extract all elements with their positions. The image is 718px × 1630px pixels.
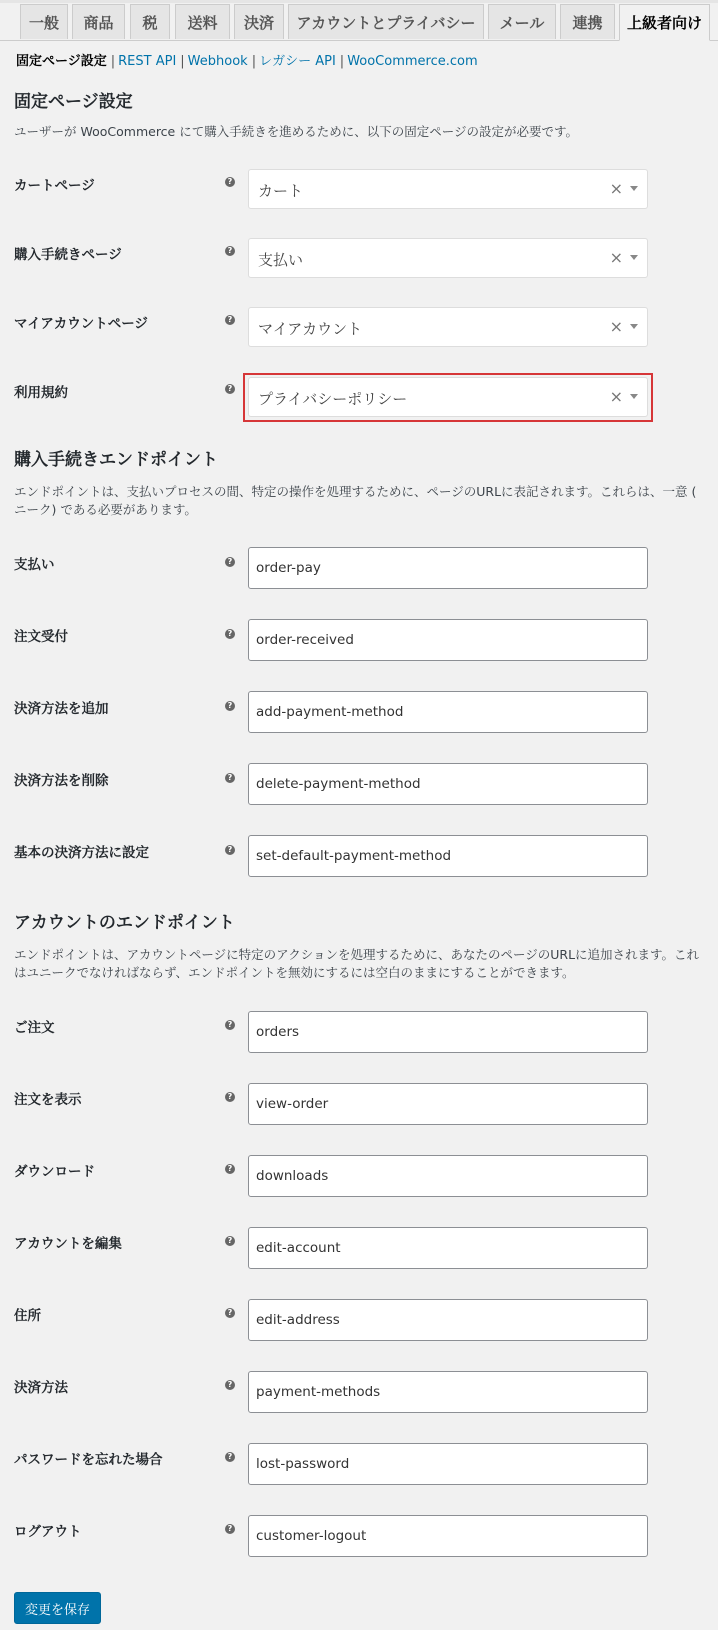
- help-icon[interactable]: ?: [225, 557, 235, 567]
- account-input-downloads[interactable]: downloads: [248, 1155, 648, 1197]
- clear-icon[interactable]: ×: [609, 317, 623, 336]
- endpoint-label-set-default-payment-method: 基本の決済方法に設定: [14, 845, 149, 861]
- subnav-link-legacy-api[interactable]: レガシー API: [259, 54, 336, 69]
- dropdown-arrow-icon[interactable]: [630, 255, 638, 260]
- tab-payments[interactable]: 決済: [234, 4, 284, 39]
- checkout-page-label: 購入手続きページ: [14, 247, 122, 263]
- subnav-separator: |: [251, 54, 257, 69]
- help-icon[interactable]: ?: [225, 1524, 235, 1534]
- subnav-current: 固定ページ設定: [16, 54, 107, 69]
- subnav-separator: |: [110, 54, 116, 69]
- my-account-page-label: マイアカウントページ: [14, 316, 148, 332]
- subnav-link-webhook[interactable]: Webhook: [187, 54, 248, 69]
- account-label-downloads: ダウンロード: [14, 1164, 95, 1180]
- account-endpoints-description: エンドポイントは、アカウントページに特定のアクションを処理するために、あなたのページのURLに追加されます。これ: [14, 947, 700, 962]
- tab-tax[interactable]: 税: [130, 4, 170, 39]
- checkout-endpoints-heading: 購入手続きエンドポイント: [14, 450, 218, 470]
- help-icon[interactable]: ?: [225, 246, 235, 256]
- sub-navigation: [16, 50, 478, 69]
- subnav-separator: |: [339, 54, 345, 69]
- endpoint-input-delete-payment-method[interactable]: delete-payment-method: [248, 763, 648, 805]
- account-input-payment-methods[interactable]: payment-methods: [248, 1371, 648, 1413]
- help-icon[interactable]: ?: [225, 701, 235, 711]
- help-icon[interactable]: ?: [225, 315, 235, 325]
- help-icon[interactable]: ?: [225, 1020, 235, 1030]
- help-icon[interactable]: ?: [225, 1308, 235, 1318]
- account-input-customer-logout[interactable]: customer-logout: [248, 1515, 648, 1557]
- subnav-link-rest-api[interactable]: REST API: [118, 54, 177, 69]
- tab-advanced[interactable]: 上級者向け: [619, 4, 710, 41]
- dropdown-arrow-icon[interactable]: [630, 324, 638, 329]
- subnav-separator: |: [180, 54, 185, 69]
- account-endpoints-description-line2: はユニークでなければならず、エンドポイントを無効にするには空白のままにすることができます。: [14, 965, 575, 980]
- tab-accounts-privacy[interactable]: アカウントとプライバシー: [288, 4, 484, 39]
- clear-icon[interactable]: ×: [609, 387, 623, 406]
- tab-emails[interactable]: メール: [488, 4, 556, 39]
- save-changes-button[interactable]: 変更を保存: [14, 1592, 101, 1624]
- page-setup-description: ユーザーが WooCommerce にて購入手続きを進めるために、以下の固定ページの設定が必要です。: [14, 124, 578, 139]
- select-value: プライバシーポリシー: [258, 390, 408, 408]
- settings-tabs: [0, 0, 718, 41]
- tab-general[interactable]: 一般: [20, 4, 68, 39]
- page-setup-heading: 固定ページ設定: [14, 92, 133, 112]
- account-input-edit-address[interactable]: edit-address: [248, 1299, 648, 1341]
- account-label-edit-account: アカウントを編集: [14, 1236, 122, 1252]
- highlight-box: [243, 373, 653, 422]
- clear-icon[interactable]: ×: [609, 248, 623, 267]
- subnav-link-woocommerce[interactable]: WooCommerce.com: [347, 54, 478, 69]
- select-value: カート: [258, 182, 304, 200]
- account-label-lost-password: パスワードを忘れた場合: [14, 1452, 163, 1468]
- endpoint-label-add-payment-method: 決済方法を追加: [14, 701, 109, 717]
- help-icon[interactable]: ?: [225, 1380, 235, 1390]
- help-icon[interactable]: ?: [225, 177, 235, 187]
- help-icon[interactable]: ?: [225, 384, 235, 394]
- checkout-page-select[interactable]: [248, 238, 648, 278]
- cart-page-label: カートページ: [14, 178, 95, 194]
- tab-integration[interactable]: 連携: [560, 4, 615, 39]
- account-endpoints-heading: アカウントのエンドポイント: [14, 913, 235, 933]
- endpoint-input-order-received[interactable]: order-received: [248, 619, 648, 661]
- account-label-view-order: 注文を表示: [14, 1092, 82, 1108]
- endpoint-label-order-received: 注文受付: [14, 629, 68, 645]
- help-icon[interactable]: ?: [225, 845, 235, 855]
- endpoint-input-add-payment-method[interactable]: add-payment-method: [248, 691, 648, 733]
- tab-products[interactable]: 商品: [72, 4, 125, 39]
- cart-page-select[interactable]: [248, 169, 648, 209]
- account-label-edit-address: 住所: [14, 1308, 41, 1324]
- select-value: 支払い: [258, 251, 304, 269]
- select-value: マイアカウント: [258, 320, 363, 338]
- endpoint-label-pay: 支払い: [14, 557, 55, 573]
- endpoint-input-set-default-payment-method[interactable]: set-default-payment-method: [248, 835, 648, 877]
- help-icon[interactable]: ?: [225, 1092, 235, 1102]
- help-icon[interactable]: ?: [225, 1164, 235, 1174]
- account-input-edit-account[interactable]: edit-account: [248, 1227, 648, 1269]
- checkout-endpoints-description: エンドポイントは、支払いプロセスの間、特定の操作を処理するために、ページのURLに表記されます。これらは、一意 (: [14, 484, 697, 499]
- account-label-orders: ご注文: [14, 1020, 55, 1036]
- endpoint-input-pay[interactable]: order-pay: [248, 547, 648, 589]
- clear-icon[interactable]: ×: [609, 179, 623, 198]
- help-icon[interactable]: ?: [225, 1236, 235, 1246]
- account-input-orders[interactable]: orders: [248, 1011, 648, 1053]
- tab-shipping[interactable]: 送料: [175, 4, 230, 39]
- dropdown-arrow-icon[interactable]: [630, 186, 638, 191]
- account-label-customer-logout: ログアウト: [14, 1524, 82, 1540]
- account-label-payment-methods: 決済方法: [14, 1380, 68, 1396]
- help-icon[interactable]: ?: [225, 629, 235, 639]
- endpoint-label-delete-payment-method: 決済方法を削除: [14, 773, 109, 789]
- help-icon[interactable]: ?: [225, 773, 235, 783]
- account-input-view-order[interactable]: view-order: [248, 1083, 648, 1125]
- terms-page-label: 利用規約: [14, 385, 68, 401]
- help-icon[interactable]: ?: [225, 1452, 235, 1462]
- my-account-page-select[interactable]: [248, 307, 648, 347]
- account-input-lost-password[interactable]: lost-password: [248, 1443, 648, 1485]
- checkout-endpoints-description-line2: ニーク) である必要があります。: [14, 502, 197, 517]
